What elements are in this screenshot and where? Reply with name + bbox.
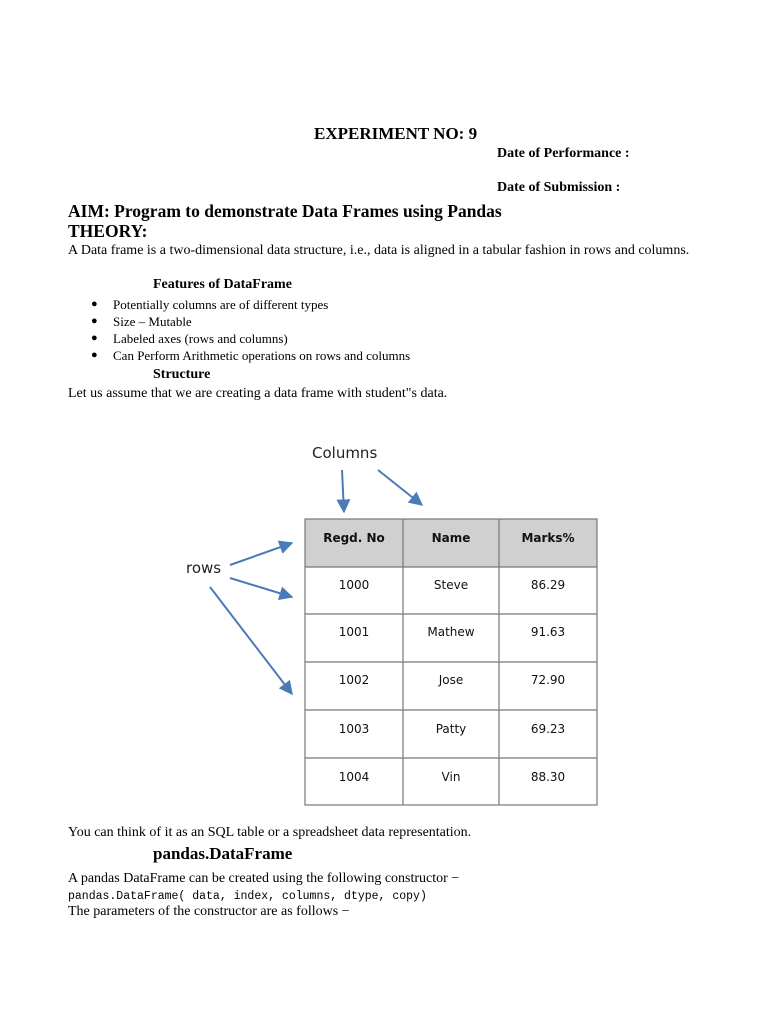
feature-text: Size – Mutable bbox=[113, 314, 192, 329]
sql-note: You can think of it as an SQL table or a spreadsheet data representation. bbox=[68, 825, 472, 840]
theory-heading: THEORY: bbox=[68, 221, 148, 241]
table-cell: 86.29 bbox=[530, 578, 566, 592]
list-item bbox=[68, 296, 410, 313]
structure-text: Let us assume that we are creating a data frame with student"s data. bbox=[68, 386, 448, 401]
list-item bbox=[68, 313, 410, 330]
page-title: EXPERIMENT NO: 9 bbox=[314, 124, 478, 143]
table-header: Name bbox=[431, 531, 471, 545]
rows-arrow bbox=[230, 543, 292, 565]
bullet-icon: ● bbox=[91, 332, 98, 344]
bullet-icon: ● bbox=[91, 298, 98, 310]
table-cell: 88.30 bbox=[530, 770, 566, 784]
table-cell: 1004 bbox=[338, 770, 370, 784]
features-list bbox=[68, 296, 410, 364]
table-cell: Steve bbox=[433, 578, 469, 592]
table-cell: Mathew bbox=[427, 625, 475, 639]
rows-arrow bbox=[230, 578, 292, 597]
feature-text: Can Perform Arithmetic operations on rows and columns bbox=[113, 348, 411, 363]
rows-label: rows bbox=[186, 559, 222, 577]
table-cell: 72.90 bbox=[530, 673, 566, 687]
table-cell: Patty bbox=[435, 722, 467, 736]
list-item bbox=[68, 330, 410, 347]
list-item bbox=[68, 347, 410, 364]
dataframe-diagram bbox=[0, 430, 768, 810]
table-header: Regd. No bbox=[323, 531, 385, 545]
columns-label: Columns bbox=[312, 444, 378, 462]
constructor-text: A pandas DataFrame can be created using the following constructor − bbox=[68, 871, 460, 886]
table-header: Marks% bbox=[521, 531, 575, 545]
columns-arrow bbox=[378, 470, 422, 505]
table-cell: 91.63 bbox=[530, 625, 566, 639]
table-cell: 69.23 bbox=[530, 722, 566, 736]
constructor-code: pandas.DataFrame( data, index, columns, dtype, copy) bbox=[68, 890, 427, 903]
feature-text: Potentially columns are of different types bbox=[113, 297, 329, 312]
feature-text: Labeled axes (rows and columns) bbox=[113, 331, 288, 346]
theory-intro: A Data frame is a two-dimensional data structure, i.e., data is aligned in a tabular fashion in rows and columns. bbox=[68, 243, 690, 258]
table-cell: 1003 bbox=[338, 722, 370, 736]
table-cell: 1001 bbox=[338, 625, 370, 639]
columns-arrow bbox=[342, 470, 344, 512]
pandas-dataframe-heading: pandas.DataFrame bbox=[153, 844, 293, 863]
bullet-icon: ● bbox=[91, 315, 98, 327]
date-of-performance: Date of Performance : bbox=[497, 146, 630, 161]
table-cell: 1002 bbox=[338, 673, 370, 687]
bullet-icon: ● bbox=[91, 349, 98, 361]
table-cell: 1000 bbox=[338, 578, 370, 592]
aim-heading: AIM: Program to demonstrate Data Frames using Pandas bbox=[68, 201, 502, 221]
features-heading: Features of DataFrame bbox=[153, 277, 292, 292]
structure-heading: Structure bbox=[153, 367, 211, 382]
date-of-submission: Date of Submission : bbox=[497, 180, 621, 195]
table-cell: Vin bbox=[441, 770, 461, 784]
table-cell: Jose bbox=[438, 673, 464, 687]
rows-arrow bbox=[210, 587, 292, 694]
params-text: The parameters of the constructor are as follows − bbox=[68, 904, 350, 919]
